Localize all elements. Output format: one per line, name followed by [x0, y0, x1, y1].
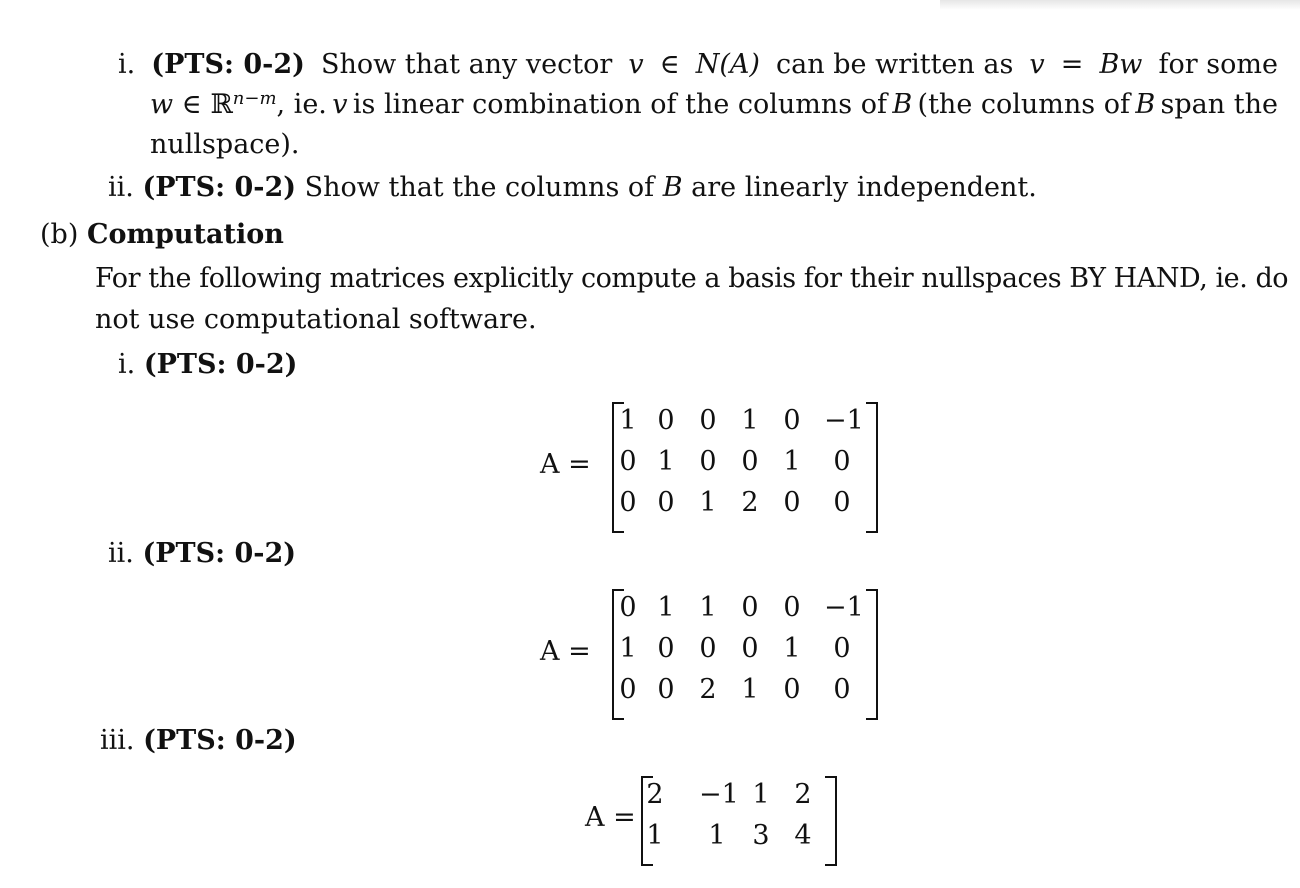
section-title: Computation [86, 219, 284, 250]
text: can be written as [776, 49, 1014, 80]
matrix-entry: 1 [619, 633, 637, 664]
text: is linear combination of the columns of [352, 89, 887, 120]
matrix-lhs: A = [540, 448, 591, 480]
text: are linearly independent. [691, 172, 1037, 203]
matrix-entry: 0 [833, 674, 851, 705]
matrix-entry: 1 [708, 820, 726, 851]
math-v: v [1029, 49, 1045, 80]
matrix-entry: 0 [619, 674, 637, 705]
matrix-entry: 1 [657, 446, 675, 477]
item-i-line-3: nullspace). [150, 129, 300, 160]
math-eq: = [1060, 49, 1084, 80]
text: for some [1158, 49, 1278, 80]
matrix-entry: 0 [783, 592, 801, 623]
matrix-entry: 0 [699, 446, 717, 477]
math-reals: ℝ [210, 89, 233, 120]
problem-i-label [118, 348, 297, 382]
math-nullspace: N(A) [695, 49, 760, 80]
points-label: (PTS: 0-2) [143, 349, 298, 380]
item-label: i. [118, 49, 136, 80]
problem-iii-label [100, 724, 297, 758]
problem-ii-label [108, 537, 296, 571]
matrix-entry: 2 [646, 779, 664, 810]
window-shadow [940, 0, 1300, 10]
matrix-entry: 1 [752, 779, 770, 810]
matrix-entry: 1 [699, 487, 717, 518]
math-w: w [150, 89, 174, 120]
matrix-entry: 0 [783, 487, 801, 518]
matrix-right-bracket [866, 402, 878, 533]
item-label: ii. [108, 172, 134, 203]
matrix-entry: 1 [783, 446, 801, 477]
section-heading [40, 218, 284, 252]
matrix-entry: 1 [619, 405, 637, 436]
matrix-entry: 4 [794, 820, 812, 851]
matrix-entry: 0 [833, 487, 851, 518]
text: , ie. [276, 89, 327, 120]
matrix-entry: 2 [699, 674, 717, 705]
math-v: v [628, 49, 644, 80]
matrix-entry: 0 [619, 487, 637, 518]
matrix-entry: 0 [741, 633, 759, 664]
points-label: (PTS: 0-2) [143, 725, 297, 756]
matrix-entry: 0 [741, 446, 759, 477]
math-B: B [1135, 89, 1156, 120]
matrix-right-bracket [866, 589, 878, 720]
matrix-entry: 1 [741, 405, 759, 436]
matrix-entry: 0 [783, 405, 801, 436]
matrix-right-bracket [825, 776, 837, 866]
matrix-entry: 3 [752, 820, 770, 851]
item-label: i. [118, 349, 136, 380]
matrix-entry: −1 [699, 779, 739, 810]
text: Show that the columns of [304, 172, 655, 203]
matrix-entry: 2 [741, 487, 759, 518]
matrix-entry: 1 [657, 592, 675, 623]
matrix-entry: −1 [824, 592, 864, 623]
matrix-entry: 1 [783, 633, 801, 664]
text: span the [1160, 89, 1278, 120]
matrix-entry: −1 [824, 405, 864, 436]
matrix-entry: 1 [741, 674, 759, 705]
matrix-lhs: A = [540, 635, 591, 667]
text: (the columns of [917, 89, 1130, 120]
math-B: B [662, 172, 683, 203]
matrix-entry: 0 [619, 592, 637, 623]
text: Show that any vector [320, 49, 613, 80]
matrix-entry: 0 [699, 405, 717, 436]
matrix-entry: 0 [741, 592, 759, 623]
matrix-entry: 0 [833, 446, 851, 477]
matrix-entry: 1 [699, 592, 717, 623]
matrix-entry: 0 [783, 674, 801, 705]
matrix-entry: 0 [657, 674, 675, 705]
item-label: iii. [100, 725, 135, 756]
item-ii-line [108, 171, 1037, 205]
section-label: (b) [40, 219, 79, 250]
math-exponent: n−m [232, 88, 277, 109]
math-in: ∈ [181, 89, 202, 120]
math-in: ∈ [659, 49, 680, 80]
intro-line-1: For the following matrices explicitly compute a basis for their nullspaces BY HAND, ie. do [95, 263, 1289, 294]
math-B: B [892, 89, 913, 120]
points-label: (PTS: 0-2) [142, 538, 297, 569]
matrix-entry: 0 [657, 633, 675, 664]
points-label: (PTS: 0-2) [151, 49, 305, 80]
item-i-line-1 [118, 48, 1278, 82]
matrix-entry: 0 [833, 633, 851, 664]
matrix-entry: 2 [794, 779, 812, 810]
matrix-entry: 0 [657, 487, 675, 518]
matrix-entry: 1 [646, 820, 664, 851]
points-label: (PTS: 0-2) [142, 172, 297, 203]
matrix-entry: 0 [699, 633, 717, 664]
matrix-entry: 0 [657, 405, 675, 436]
item-label: ii. [108, 538, 134, 569]
matrix-entry: 0 [619, 446, 637, 477]
math-Bw: Bw [1099, 49, 1143, 80]
matrix-lhs: A = [585, 802, 636, 833]
math-v: v [332, 89, 348, 120]
item-i-line-2 [150, 88, 1278, 122]
intro-line-2: not use computational software. [95, 304, 537, 335]
